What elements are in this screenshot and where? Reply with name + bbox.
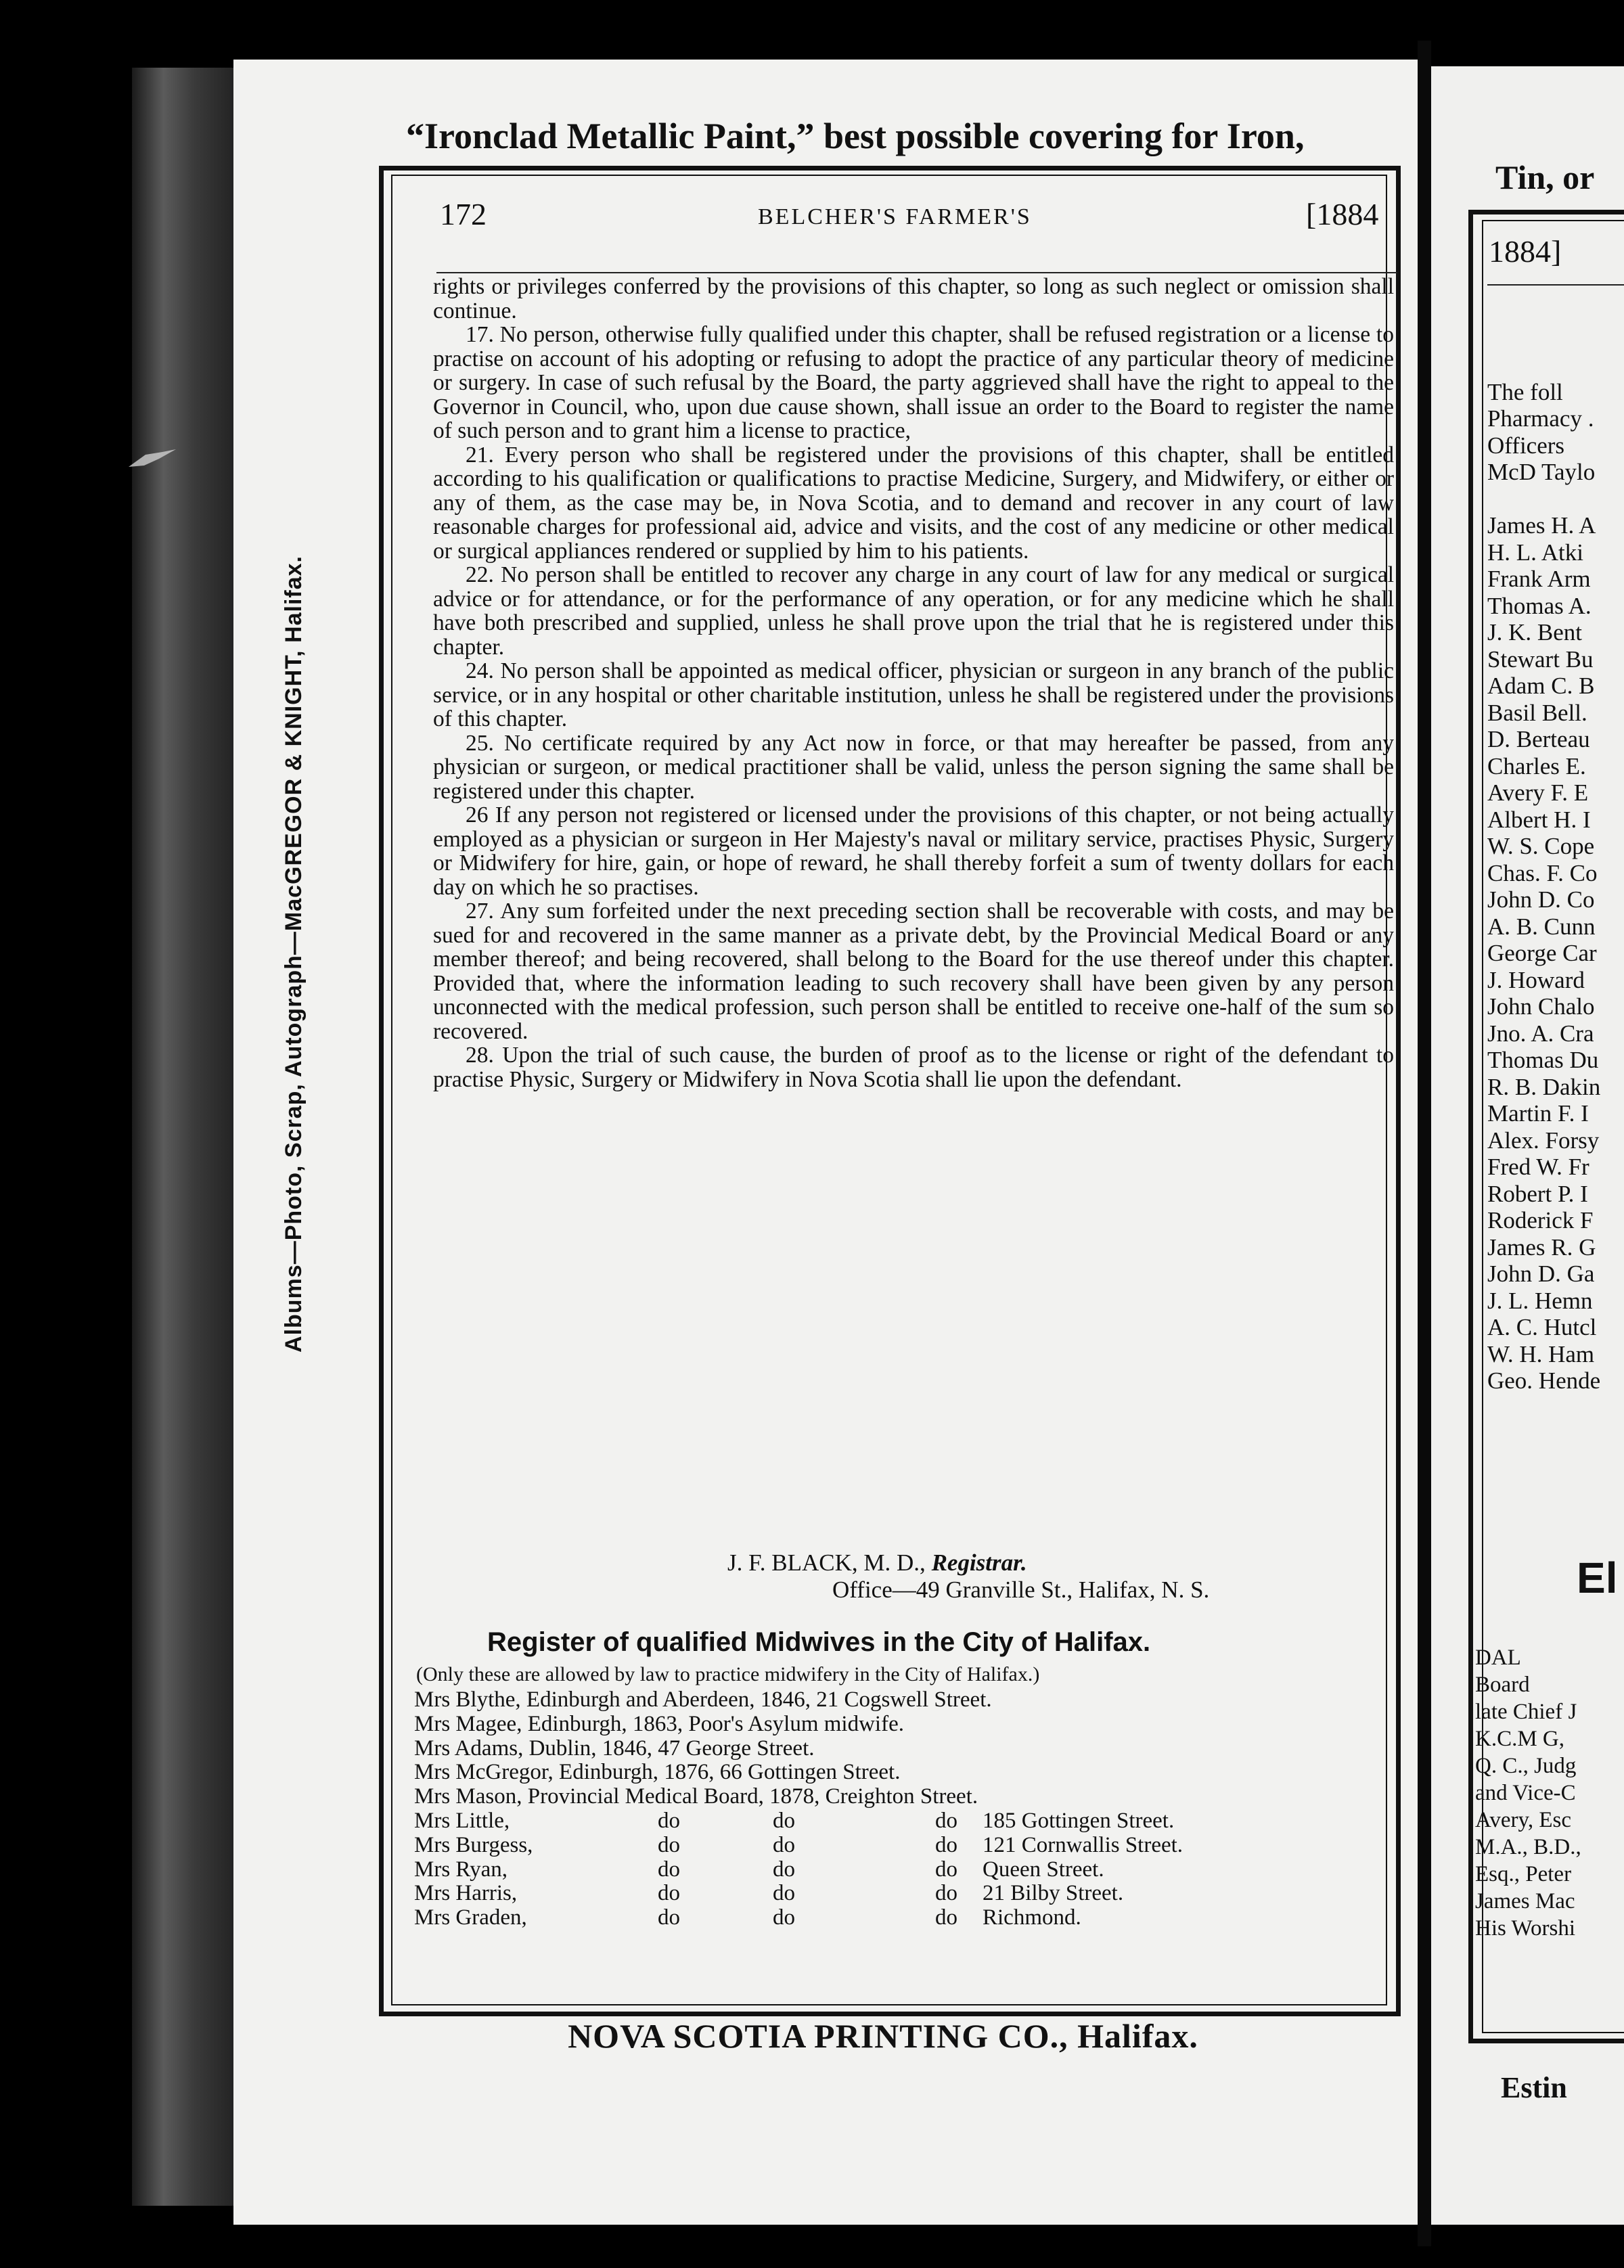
list-item: Mrs Magee, Edinburgh, 1863, Poor's Asylum midwife. (414, 1711, 904, 1736)
midwife-name: Mrs Burgess, (414, 1832, 533, 1857)
text-line: Geo. Hende (1487, 1367, 1601, 1394)
text-line: Albert H. I (1487, 806, 1591, 833)
register-subtitle: (Only these are allowed by law to practice midwifery in the City of Halifax.) (416, 1663, 1040, 1685)
midwife-address: Queen Street. (983, 1857, 1104, 1882)
midwife-address: 185 Gottingen Street. (983, 1808, 1175, 1833)
text-line: A. B. Cunn (1487, 913, 1596, 940)
section-22: 22. No person shall be entitled to recover any charge in any court of law for any medical or surgical advice or for attendance, or for the performance of any operation, or for any medicine which he shall have both prescribed and supplied, unless he shall prove upon the trial that he is registered under this chapter. (433, 562, 1394, 660)
text-line: Martin F. I (1487, 1100, 1589, 1127)
text-line: Esq., Peter (1475, 1862, 1572, 1886)
text-line (1487, 486, 1624, 513)
text-line: John D. Co (1487, 886, 1595, 913)
ink-smudge-icon (125, 447, 179, 474)
text-line: Stewart Bu (1487, 645, 1594, 673)
text-line: H. L. Atki (1487, 539, 1583, 566)
book-spine (132, 68, 237, 2206)
text-line: Basil Bell. (1487, 699, 1587, 726)
register-title: Register of qualified Midwives in the City of Halifax. (487, 1627, 1151, 1657)
ditto-mark: do (658, 1832, 680, 1857)
text-line: M.A., B.D., (1475, 1835, 1581, 1859)
statute-text (433, 275, 1394, 1091)
ditto-mark: do (658, 1905, 680, 1930)
list-item (414, 1809, 1375, 1834)
registrar-office: Office—49 Granville St., Halifax, N. S. (832, 1577, 1210, 1603)
text-line: Adam C. B (1487, 673, 1595, 699)
top-advertisement: “Ironclad Metallic Paint,” best possible covering for Iron, (406, 116, 1305, 156)
text-line: W. H. Ham (1487, 1340, 1595, 1367)
running-title: BELCHER'S FARMER'S (758, 204, 1032, 229)
right-page-heading: El (1577, 1553, 1618, 1602)
midwife-name: Mrs Ryan, (414, 1857, 508, 1882)
ditto-mark: do (935, 1905, 957, 1930)
text-line: J. L. Hemn (1487, 1287, 1593, 1314)
text-line (1487, 352, 1624, 379)
ditto-mark: do (935, 1881, 957, 1906)
text-line: Roderick F (1487, 1207, 1594, 1233)
text-line: Robert P. I (1487, 1180, 1588, 1207)
ditto-mark: do (773, 1808, 795, 1833)
ditto-mark: do (658, 1808, 680, 1833)
list-item (414, 1858, 1375, 1882)
text-line: James R. G (1487, 1233, 1596, 1261)
page-number: 172 (440, 197, 487, 231)
right-header-rule (1487, 284, 1624, 286)
midwife-name: Mrs Harris, (414, 1881, 518, 1906)
registrar-name: J. F. BLACK, M. D., (727, 1549, 932, 1576)
list-item (414, 1882, 1375, 1906)
list-item: Mrs Blythe, Edinburgh and Aberdeen, 1846, 21 Cogswell Street. (414, 1687, 992, 1712)
section-21: 21. Every person who shall be registered under the provisions of this chapter, shall be entitled according to his qualification or qualifications to practise Medicine, Surgery, and Midwifery, or either or any of them, as the case may be, in Nova Scotia, and to demand and recover in any court of law reasonable charges for professional aid, advice and visits, and the cost of any medicine or other medical or surgical appliances rendered or supplied by him to his patients. (433, 442, 1394, 564)
section-17: 17. No person, otherwise fully qualified under this chapter, shall be refused registration or a license to practise on account of his adopting or refusing to adopt the practice of any particular theory of medicine or surgery. In case of such refusal by the Board, the party aggrieved shall have the right to appeal to the Governor in Council, who, upon due cause shown, shall issue an order to the Board to register the name of such person and to grant him a license to practice, (433, 322, 1394, 443)
list-item (414, 1834, 1375, 1858)
right-bottom-text: Estin (1501, 2071, 1567, 2104)
list-item: Mrs Mason, Provincial Medical Board, 1878, Creighton Street. (414, 1784, 978, 1809)
page-header (440, 196, 1394, 244)
text-line: late Chief J (1475, 1700, 1577, 1724)
text-line: McD Taylo (1487, 459, 1596, 485)
registrar-role: Registrar. (931, 1549, 1027, 1576)
text-line: R. B. Dakin (1487, 1073, 1601, 1100)
text-line: Chas. F. Co (1487, 859, 1598, 886)
bottom-advertisement: NOVA SCOTIA PRINTING CO., Halifax. (568, 2017, 1198, 2055)
text-line: Officers (1487, 432, 1565, 459)
paragraph-continuation: rights or privileges conferred by the provisions of this chapter, so long as such neglect or omission shall continue. (433, 274, 1394, 323)
right-page-year: 1884] (1489, 234, 1562, 269)
ditto-mark: do (773, 1881, 795, 1906)
ditto-mark: do (773, 1857, 795, 1882)
side-advertisement: Albums—Photo, Scrap, Autograph—MacGREGOR & KNIGHT, Halifax. (281, 555, 307, 1353)
text-line: Thomas A. (1487, 592, 1592, 619)
text-line: Pharmacy . (1487, 405, 1594, 432)
text-line: John Chalo (1487, 993, 1595, 1020)
text-line: Q. C., Judg (1475, 1754, 1577, 1778)
text-line: Alex. Forsy (1487, 1127, 1600, 1154)
right-page-lines (1487, 352, 1624, 1394)
text-line: John D. Ga (1487, 1261, 1595, 1287)
text-line: James H. A (1487, 512, 1596, 539)
text-line: J. Howard (1487, 966, 1585, 993)
text-line: James Mac (1475, 1889, 1575, 1913)
ditto-mark: do (935, 1808, 957, 1833)
section-26: 26 If any person not registered or licensed under the provisions of this chapter, or not being actually employed as a physician or surgeon in Her Majesty's naval or military service, practises Physic, Surgery or Midwifery for hire, gain, or hope of reward, he shall thereby forfeit a sum of twenty dollars for each day on which he so practises. (433, 802, 1394, 900)
midwife-register-list (414, 1688, 1375, 1930)
midwife-address: 21 Bilby Street. (983, 1881, 1124, 1906)
text-line: Avery, Esc (1475, 1808, 1572, 1832)
right-page-lines-lower (1475, 1644, 1624, 1942)
text-line: D. Berteau (1487, 726, 1590, 752)
text-line: Charles E. (1487, 752, 1586, 779)
ditto-mark: do (935, 1832, 957, 1857)
section-27: 27. Any sum forfeited under the next preceding section shall be recoverable with costs, and may be sued for and recovered in the same manner as a private debt, by the Provincial Medical Board or any member thereof; and being recovered, shall belong to the Board for the use thereof under this chapter. Provided that, where the information leading to such recovery shall have been given by any person unconnected with the medical profession, such person shall be entitled to receive one-half of the sum so recovered. (433, 899, 1394, 1044)
midwife-address: 121 Cornwallis Street. (983, 1832, 1183, 1857)
text-line: DAL (1475, 1646, 1521, 1670)
text-line: Thomas Du (1487, 1047, 1599, 1073)
midwife-name: Mrs Graden, (414, 1905, 527, 1930)
page-gutter (1418, 41, 1431, 2246)
ditto-mark: do (658, 1857, 680, 1882)
text-line: J. K. Bent (1487, 619, 1582, 645)
text-line: Avery F. E (1487, 779, 1589, 806)
text-line: Frank Arm (1487, 566, 1591, 592)
text-line: Board (1475, 1673, 1530, 1697)
text-line: Jno. A. Cra (1487, 1020, 1594, 1047)
text-line: A. C. Hutcl (1487, 1314, 1597, 1340)
ditto-mark: do (658, 1881, 680, 1906)
list-item (414, 1906, 1375, 1930)
ditto-mark: do (773, 1832, 795, 1857)
section-24: 24. No person shall be appointed as medical officer, physician or surgeon in any branch of the public service, or in any hospital or other charitable institution, unless he shall be registered under the provisions of this chapter. (433, 658, 1394, 731)
section-28: 28. Upon the trial of such cause, the burden of proof as to the license or right of the defendant to practise Physic, Surgery or Midwifery in Nova Scotia shall lie upon the defendant. (433, 1043, 1394, 1092)
text-line: K.C.M G, (1475, 1727, 1565, 1751)
text-line: W. S. Cope (1487, 833, 1595, 859)
text-line: The foll (1487, 378, 1563, 405)
right-top-advertisement: Tin, or (1495, 158, 1595, 196)
text-line: His Worshi (1475, 1916, 1576, 1941)
header-rule (436, 272, 1397, 273)
midwife-address: Richmond. (983, 1905, 1081, 1930)
ditto-mark: do (773, 1905, 795, 1930)
ditto-mark: do (935, 1857, 957, 1882)
text-line: George Car (1487, 940, 1597, 966)
list-item: Mrs Adams, Dublin, 1846, 47 George Street. (414, 1736, 815, 1761)
text-line: and Vice-C (1475, 1781, 1576, 1805)
midwife-name: Mrs Little, (414, 1808, 510, 1833)
header-year: [1884 (1306, 197, 1379, 231)
section-25: 25. No certificate required by any Act now in force, or that may hereafter be passed, from any physician or surgeon, or medical practitioner shall be valid, unless the person signing the same shall be registered under this chapter. (433, 730, 1394, 804)
list-item: Mrs McGregor, Edinburgh, 1876, 66 Gottingen Street. (414, 1760, 901, 1785)
text-line: Fred W. Fr (1487, 1154, 1589, 1180)
signature-line (727, 1549, 1027, 1577)
